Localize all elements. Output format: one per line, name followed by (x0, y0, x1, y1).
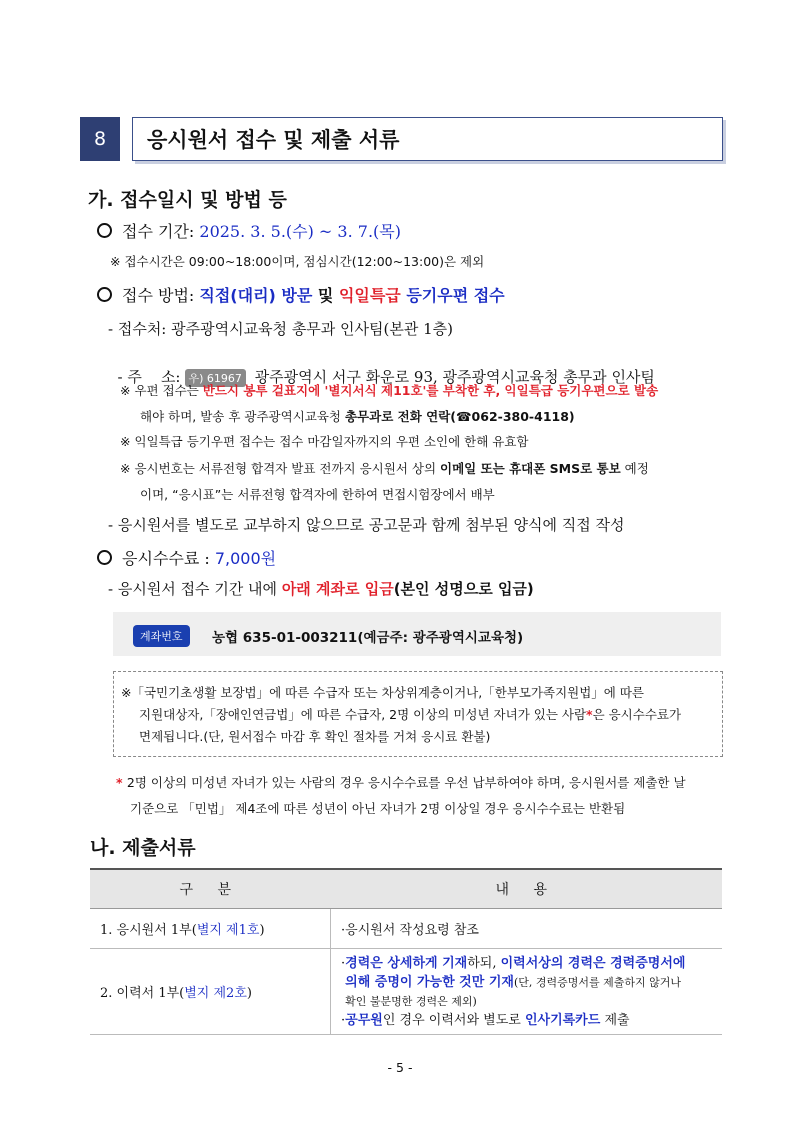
table-row (90, 949, 722, 1035)
table-cell: 1. 응시원서 1부(별지 제1호) (90, 909, 331, 949)
period-note: ※ 접수시간은 09:00~18:00이며, 점심시간(12:00~13:00)은 제외 (110, 254, 485, 269)
account-text: 농협 635-01-003211(예금주: 광주광역시교육청) (212, 630, 524, 646)
circle-bullet-icon (97, 287, 112, 302)
table-header-row (90, 869, 722, 909)
page-number: - 5 - (387, 1060, 413, 1075)
table-cell: ·응시원서 작성요령 참조 (331, 909, 723, 949)
documents-table (90, 868, 722, 1035)
circle-bullet-icon (97, 550, 112, 565)
part-a-heading: 가. 접수일시 및 방법 등 (88, 189, 287, 211)
fee-line: 응시수수료 : 7,000원 (97, 546, 276, 569)
number-note: ※ 응시번호는 서류전형 합격자 발표 전까지 응시원서 상의 이메일 또는 휴대폰 SMS로 통보 예정 이며, “응시표”는 서류전형 합격자에 한하여 면접시험장에서 배부 (120, 461, 649, 502)
exempt-text: ※「국민기초생활 보장법」에 따른 수급자 또는 차상위계층이거나,「한부모가족지원법」에 따른 지원대상자,「장애인연금법」에 따른 수급자, 2명 이상의 미성년 자녀가 있는 사람*은 응시수수료가 면제됩니다.(단, 원서접수 마감 후 확인 절차를 거쳐 응시료 환불) (121, 685, 682, 744)
place-line: - 접수처: 광주광역시교육청 총무과 인사팀(본관 1층) (108, 320, 454, 338)
zip-badge: 우) 61967 (185, 369, 246, 387)
mail-note: ※ 우편 접수는 반드시 봉투 겉표지에 '별지서식 제11호'를 부착한 후, 익일특급 등기우편으로 발송 해야 하며, 발송 후 광주광역시교육청 총무과로 전화 연락(☎062-380-4118) (120, 383, 659, 424)
table-cell: ·경력은 상세하게 기재하되, 이력서상의 경력은 경력증명서에 의해 증명이 가능한 것만 기재(단, 경력증명서를 제출하지 않거나 확인 불분명한 경력은 제외) ·공무원인 경우 이력서와 별도로 인사기록카드 제출 (331, 949, 723, 1035)
section-number: 8 (80, 117, 120, 161)
form-note: - 응시원서를 별도로 교부하지 않으므로 공고문과 함께 첨부된 양식에 직접 작성 (108, 516, 625, 534)
express-note: ※ 익일특급 등기우편 접수는 접수 마감일자까지의 우편 소인에 한해 유효함 (120, 434, 529, 449)
section-title-box (132, 117, 723, 161)
fee-deposit-line: - 응시원서 접수 기간 내에 아래 계좌로 입금(본인 성명으로 입금) (108, 580, 534, 598)
table-header: 구 분 (90, 869, 331, 909)
table-cell: 2. 이력서 1부(별지 제2호) (90, 949, 331, 1035)
period-line: 접수 기간: 2025. 3. 5.(수) ~ 3. 7.(목) (97, 219, 401, 242)
part-b-heading: 나. 제출서류 (90, 837, 196, 859)
table-header: 내 용 (331, 869, 723, 909)
table-row (90, 909, 722, 949)
account-badge: 계좌번호 (133, 625, 190, 647)
method-line: 접수 방법: 직접(대리) 방문 및 익일특급 등기우편 접수 (97, 283, 505, 306)
foot-note: * 2명 이상의 미성년 자녀가 있는 사람의 경우 응시수수료를 우선 납부하여야 하며, 응시원서를 제출한 날 기준으로 「민법」 제4조에 따른 성년이 아닌 자녀가 2명 이상일 경우 응시수수료는 반환됨 (116, 775, 686, 816)
circle-bullet-icon (97, 223, 112, 238)
address-line: - 주 소: 우) 61967 광주광역시 서구 화운로 93, 광주광역시교육청 총무과 인사팀 (117, 368, 655, 386)
section-title: 응시원서 접수 및 제출 서류 (147, 128, 400, 152)
